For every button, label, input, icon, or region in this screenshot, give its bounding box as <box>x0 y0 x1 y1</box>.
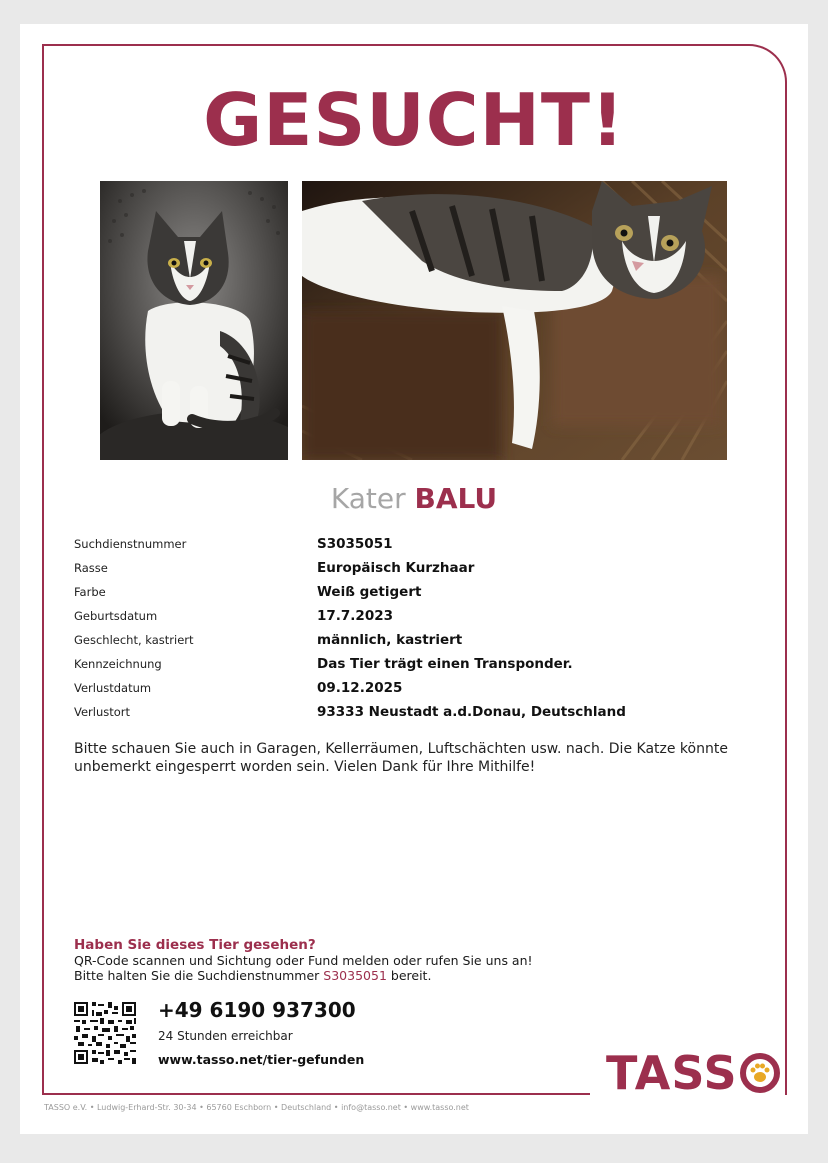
info-value: männlich, kastriert <box>317 632 463 648</box>
info-label: Verlustdatum <box>74 681 152 695</box>
info-value: 17.7.2023 <box>317 608 394 624</box>
poster-frame-bottom <box>42 1093 590 1095</box>
info-value: Weiß getigert <box>317 584 422 600</box>
info-row <box>74 582 754 606</box>
seen-section <box>74 938 634 983</box>
qr-code[interactable] <box>74 1002 136 1064</box>
seen-number-prefix: Bitte halten Sie die Suchdienstnummer <box>74 968 320 983</box>
footer-address: TASSO e.V. • Ludwig-Erhard-Str. 30-34 • 65760 Eschborn • Deutschland • info@tasso.net • www.tasso.net <box>44 1103 469 1112</box>
info-row <box>74 558 754 582</box>
info-value: Das Tier trägt einen Transponder. <box>317 656 573 672</box>
cat-photo-left <box>100 181 288 460</box>
cat-photo-right-illustration <box>302 181 727 460</box>
pet-title <box>0 482 828 515</box>
pet-type: Kater <box>330 482 406 515</box>
seen-instruction: QR-Code scannen und Sichtung oder Fund melden oder rufen Sie uns an! <box>74 953 533 968</box>
info-label: Farbe <box>74 585 106 599</box>
info-row <box>74 630 754 654</box>
seen-number-line <box>74 968 634 983</box>
seen-search-number: S3035051 <box>323 968 387 983</box>
info-label: Verlustort <box>74 705 131 719</box>
contact-web-link[interactable]: www.tasso.net/tier-gefunden <box>158 1052 365 1067</box>
tasso-logo <box>606 1046 780 1100</box>
paw-icon-glyph <box>746 1059 774 1087</box>
search-note: Bitte schauen Sie auch in Garagen, Kellerräumen, Luftschächten usw. nach. Die Katze könnte unbemerkt eingesperrt worden sein. Vielen Dank für Ihre Mithilfe! <box>74 741 728 775</box>
info-label: Rasse <box>74 561 108 575</box>
info-value: 09.12.2025 <box>317 680 403 696</box>
seen-question: Haben Sie dieses Tier gesehen? <box>74 937 316 953</box>
pet-name: BALU <box>414 482 498 515</box>
info-label: Geschlecht, kastriert <box>74 633 194 647</box>
contact-phone[interactable]: +49 6190 937300 <box>158 998 356 1022</box>
seen-number-suffix: bereit. <box>390 968 432 983</box>
tasso-logo-text: TASS <box>606 1046 738 1100</box>
info-label: Kennzeichnung <box>74 657 162 671</box>
info-value: 93333 Neustadt a.d.Donau, Deutschland <box>317 704 626 720</box>
info-row <box>74 534 754 558</box>
info-value: Europäisch Kurzhaar <box>317 560 475 576</box>
headline: GESUCHT! <box>203 78 625 162</box>
info-row <box>74 678 754 702</box>
info-row <box>74 654 754 678</box>
contact-hours: 24 Stunden erreichbar <box>158 1029 293 1043</box>
pet-info-table <box>74 534 754 726</box>
paw-icon <box>740 1053 780 1093</box>
info-label: Suchdienstnummer <box>74 537 187 551</box>
info-row <box>74 702 754 726</box>
cat-photo-right <box>302 181 727 460</box>
qr-code-icon <box>74 1002 136 1064</box>
info-value: S3035051 <box>317 536 393 552</box>
info-row <box>74 606 754 630</box>
cat-photo-left-illustration <box>100 181 288 460</box>
info-label: Geburtsdatum <box>74 609 158 623</box>
